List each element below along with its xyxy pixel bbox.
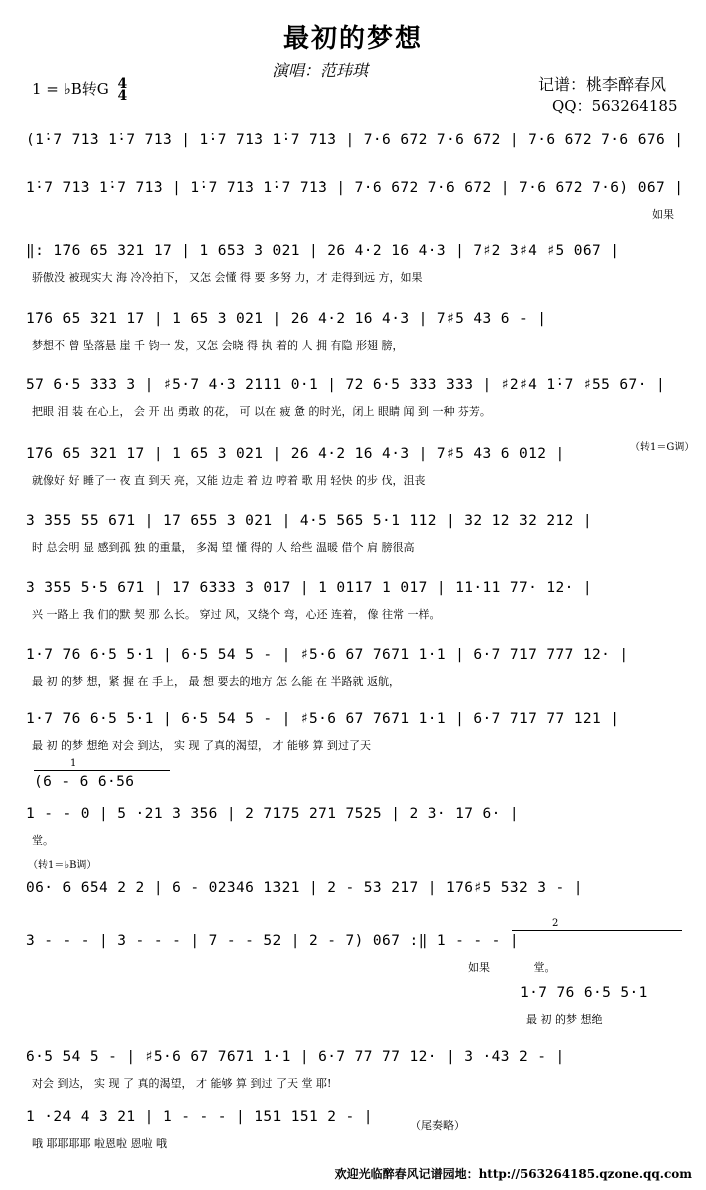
outro-note: （尾奏略） <box>410 1119 465 1132</box>
volta-2-label: 2 <box>552 918 559 929</box>
staff-line: (1̇·7 71̇3 1̇·7 71̇3 | 1̇·7 71̇3 1̇·7 71̇3 | 7·6 672 7·6 672 | 7·6 672 7·6 676 | <box>26 132 684 148</box>
lyric-line: 如果 堂。 <box>468 961 556 974</box>
footer-link: 欢迎光临醉春风记谱园地：http://563264185.qzone.qq.com <box>334 1167 692 1181</box>
volta-1-label: 1 <box>70 758 77 769</box>
staff-line: 1·7 76 6·5 5·1 | 6·5 54 5 - | ♯5·6 67 7671 1·1 | 6·7 717 777 12· | <box>26 647 629 663</box>
staff-line: 1̇·7 71̇3 1̇·7 71̇3 | 1̇·7 71̇3 1̇·7 71̇3 | 7·6 672 7·6 672 | 7·6 672 7·6) 067 | <box>26 180 684 196</box>
time-signature: 4 4 <box>117 76 128 104</box>
lyric-line: 哦 耶耶耶耶 啦恩啦 恩啦 哦 <box>32 1137 167 1150</box>
lyric-line: 兴 一路上 我 们的默 契 那 么长。 穿过 风，又绕个 弯，心还 连着， 像 往常 一样。 <box>32 608 441 621</box>
staff-line: 3 355 55 671 | 17 655 3 021 | 4·5 565 5·1 112 | 32 12 32 212 | <box>26 513 593 529</box>
lyric-line: 就像好 好 睡了一 夜 直 到天 亮，又能 边走 着 边 哼着 歌 用 轻快 的步 伐，沮丧 <box>32 474 426 487</box>
staff-line: 1 ·24 4 3 21 | 1 - - - | 151 151 2 - | <box>26 1109 373 1125</box>
staff-line: 06· 6 654 2 2 | 6 - 02346 1321 | 2 - 53 217 | 176♯5 532 3 - | <box>26 880 583 896</box>
staff-line: 3 - - - | 3 - - - | 7 - - 52 | 2 - 7) 067 :‖ 1 - - - | <box>26 933 520 949</box>
recorder-credit: 记谱：桃李醉春风 <box>538 75 667 94</box>
lyric-line: 如果 <box>652 208 674 221</box>
lyric-line: 骄傲没 被现实大 海 冷冷拍下， 又怎 会懂 得 要 多努 力，才 走得到远 方，如果 <box>32 271 423 284</box>
staff-line: 1·7 76 6·5 5·1 | 6·5 54 5 - | ♯5·6 67 7671 1·1 | 6·7 717 77 121 | <box>26 711 620 727</box>
key-label: 1 = ♭B转G <box>32 80 109 98</box>
volta-2-bracket <box>512 930 682 931</box>
staff-line: 57 6·5 333 3 | ♯5·7 4·3 2111 0·1 | 72 6·5 333 333 | ♯2♯4 1̇·7 ♯55 67· | <box>26 377 666 393</box>
volta-1-bracket <box>34 770 170 771</box>
staff-line: ‖: 1̇76 65 321 17 | 1 653 3 021 | 26 4·2 16 4·3 | 7♯2 3♯4 ♯5 067 | <box>26 243 620 259</box>
staff-line: 1 - - 0 | 5 ·21 3 356 | 2 7175 271 7525 | 2 3· 17 6· | <box>26 806 520 822</box>
lyric-line: 最 初 的梦 想，紧 握 在 手上， 最 想 要去的地方 怎 么能 在 半路就 返航， <box>32 675 400 688</box>
lyric-line: 堂。 <box>32 834 54 847</box>
staff-line: 1·7 76 6·5 5·1 <box>520 985 648 1001</box>
modulation-note-bb: （转1＝♭B调） <box>28 860 97 871</box>
qq-credit: QQ：563264185 <box>552 97 678 115</box>
lyric-line: 把眼 泪 装 在心上， 会 开 出 勇敢 的花， 可 以在 疲 惫 的时光，闭上 眼睛 闻 到 一种 芬芳。 <box>32 405 491 418</box>
song-title: 最初的梦想 <box>282 24 423 54</box>
lyric-line: 梦想不 曾 坠落悬 崖 千 钧一 发，又怎 会晓 得 执 着的 人 拥 有隐 形翅 膀， <box>32 339 404 352</box>
staff-line: 1̇76 65 321 17 | 1 65 3 021 | 26 4·2 16 4·3 | 7♯5 43 6 - | <box>26 311 547 327</box>
lyric-line: 对会 到达， 实 现 了 真的渴望， 才 能够 算 到过 了天 堂 耶! <box>32 1077 332 1090</box>
staff-line: 3 355 5·5 671 | 17 6333 3 017 | 1 0117 1 017 | 11·11 77· 12· | <box>26 580 593 596</box>
key-signature <box>32 78 127 102</box>
singer-credit: 演唱：范玮琪 <box>272 61 369 80</box>
lyric-line: 最 初 的梦 想绝 对会 到达， 实 现 了真的渴望， 才 能够 算 到过了天 <box>32 739 371 752</box>
modulation-note-g: （转1＝G调） <box>630 442 695 453</box>
staff-line: 1̇76 65 321 17 | 1 65 3 021 | 26 4·2 16 4·3 | 7♯5 43 6 012 | <box>26 446 565 462</box>
lyric-line: 最 初 的梦 想绝 <box>526 1013 603 1026</box>
lyric-line: 时 总会明 显 感到孤 独 的重量， 多渴 望 懂 得的 人 给些 温暖 借个 肩 膀很高 <box>32 541 415 554</box>
staff-line: 6·5 54 5 - | ♯5·6 67 7671 1·1 | 6·7 77 77 12· | 3 ·43 2 - | <box>26 1049 565 1065</box>
volta-notes: (6 - 6 6·56 <box>34 774 135 790</box>
